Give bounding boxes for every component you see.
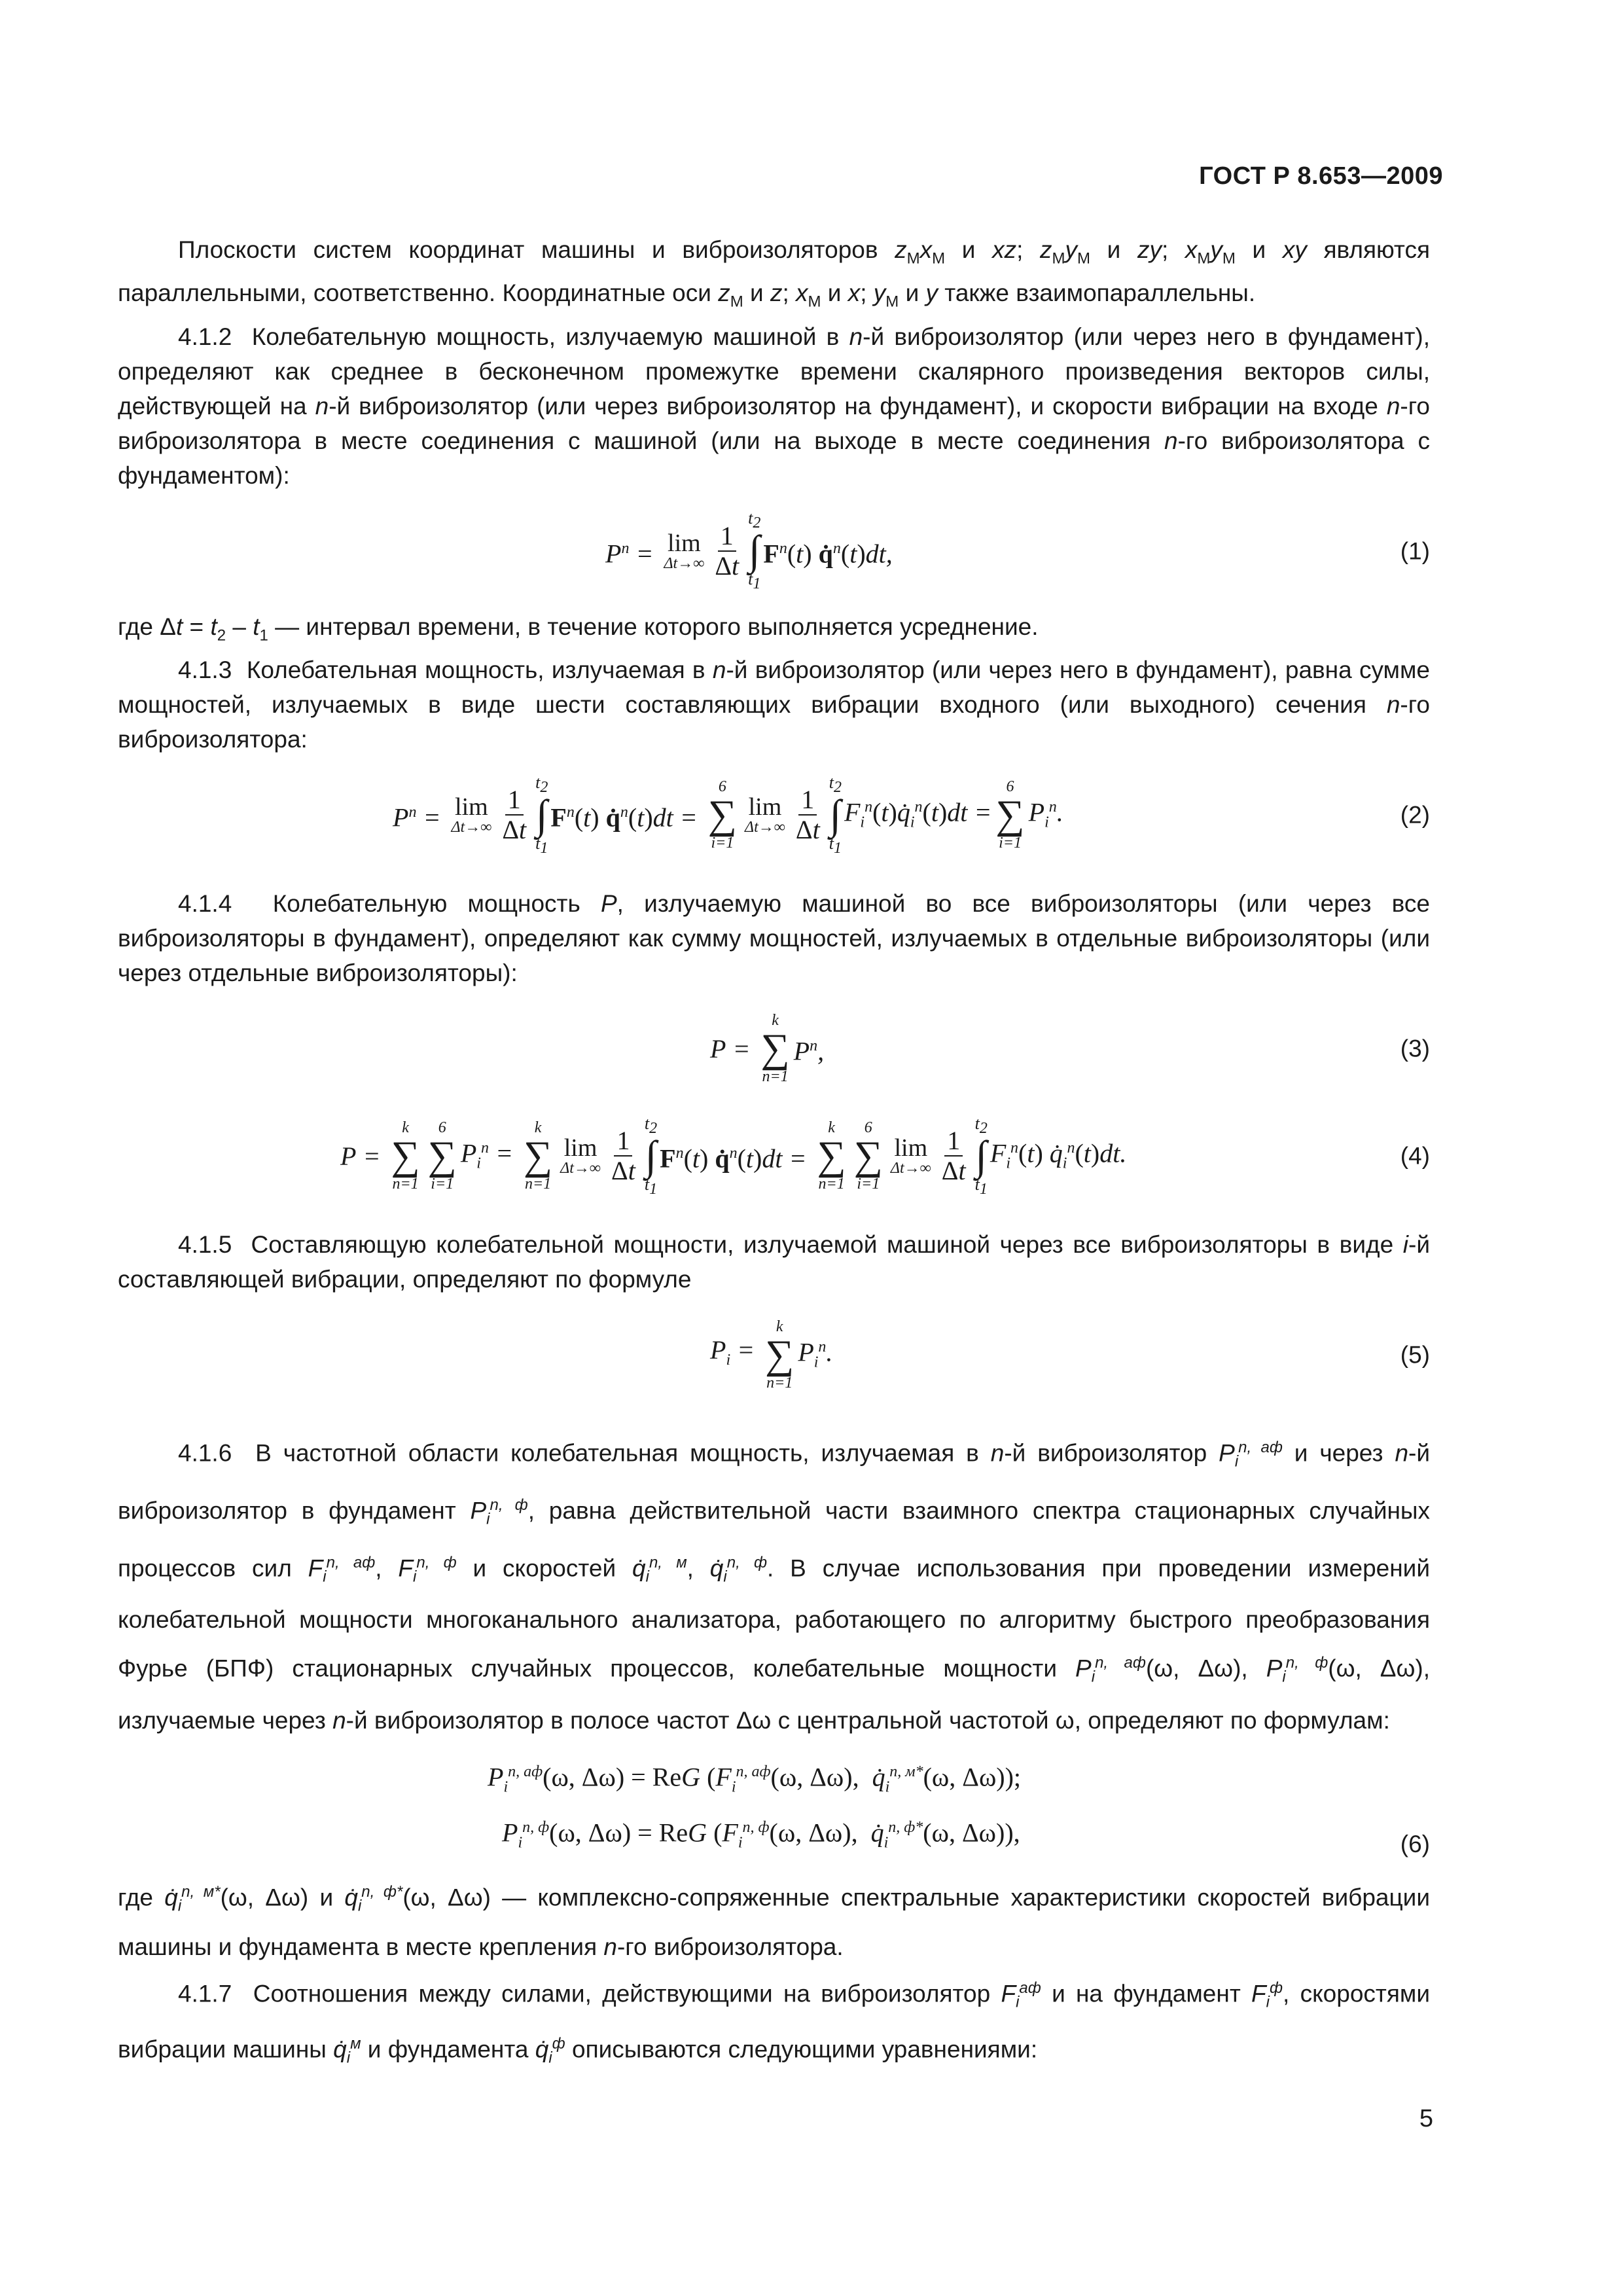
paragraph-4-1-3: 4.1.3 Колебательная мощность, излучаемая в n-й виброизолятор (или через него в фундамент), равна сумме мощностей, излучаемых в виде шести составляющих вибрации входного (или выходного) сечения n-го виброизолятора: bbox=[118, 656, 1431, 753]
equation-1 bbox=[118, 502, 1430, 600]
document-standard-number: ГОСТ Р 8.653—2009 bbox=[1199, 162, 1443, 190]
paragraph-4-1-2: 4.1.2 Колебательную мощность, излучаемую машиной в n-й виброизолятор (или через него в фундамент), определяют как среднее в бесконечном промежутке времени скалярного произведения векторов силы, действующей на n-й виброизолятор (или через виброизолятор на фундамент), и скорости вибрации на входе n-го виброизолятора в месте соединения с машиной (или на выходе в месте соединения n-го виброизолятора с фундаментом): bbox=[118, 323, 1430, 489]
equation-1-number: (1) bbox=[1400, 537, 1430, 565]
equation-3-body: P = k ∑ n=1 $P^n$, bbox=[710, 1012, 825, 1086]
paragraph-4-1-4: 4.1.4 Колебательную мощность P, излучаемую машиной во все виброизоляторы (или через все виброизоляторы в фундамент), определяют как сумму мощностей, излучаемых в отдельные виброизоляторы (или через отдельные виброизоляторы): bbox=[118, 890, 1430, 987]
equation-6-line-2: $P_i^{n, ф}(\omega$, Δω) = ReG ($F_i^{n, ф}(\omega$, Δω), $q̇_i^{n, ф*}(\omega$, Δω)), bbox=[502, 1818, 1020, 1852]
equation-4-body: P = k ∑ n=1 6 ∑ i=1 $P_i^n$ = k ∑ n=1 lim Δt→∞ $\frac{1}{\Delta t}$ $t_2$ ∫ $t_1$ $F^n(t)$ q̇$^n$(t)dt = k ∑ n=1 6 ∑ i=1 lim Δt→∞ $\frac{1}{\Delta t}$ $t_2$ ∫ $t_1$ $F_i^n(t)$ $q̇_i^n(t)dt$. bbox=[340, 1113, 1127, 1198]
equation-2-number: (2) bbox=[1400, 801, 1430, 829]
paragraph-coordinate-systems: Плоскости систем координат машины и виброизоляторов $z_Мx_М$ и xz; $z_Мy_М$ и zy; $x_Мy_М$ и xy являются параллельными, соответственно. Координатные оси $z_М$ и z; $x_М$ и x; $y_М$ и y также взаимопараллельны. bbox=[118, 236, 1430, 311]
equation-3-number: (3) bbox=[1400, 1035, 1430, 1062]
paragraph-4-1-6: 4.1.6 В частотной области колебательная мощность, излучаемая в n-й виброизолятор $P_i^{n, аф}$ и через n-й виброизолятор в фундамент $P_i^{n, ф}$, равна действительной части взаимного спектра стационарных случайных процессов сил $F_i^{n, аф}$, $F_i^{n, ф}$ и скоростей $q̇_i^{n, м}$, $q̇_i^{n, ф}$. В случае использования при проведении измерений колебательной мощности многоканального анализатора, работающего по алгоритму быстрого преобразования Фурье (БПФ) стационарных случайных процессов, колебательные мощности $P_i^{n, аф}(\omega$, Δω), $P_i^{n, ф}(\omega$, Δω), излучаемые через n-й виброизолятор в полосе частот Δω с центральной частотой ω, определяют по формулам: bbox=[118, 1439, 1431, 1734]
paragraph-where-interval: где $\Delta t = t_2 - t_1$ — интервал времени, в течение которого выполняется усреднение. bbox=[118, 613, 1039, 645]
equation-3 bbox=[118, 999, 1430, 1098]
page-body bbox=[118, 232, 1430, 2079]
equation-6-body bbox=[488, 1751, 1021, 1863]
equation-5 bbox=[118, 1306, 1430, 1404]
equation-6-number: (6) bbox=[1400, 1831, 1430, 1858]
paragraph-where-conjugate: где $q̇_i^{n, м*}(\omega$, Δω) и $q̇_i^{n, ф*}(\omega$, Δω) — комплексно-сопряженные спектральные характеристики скоростей вибрации машины и фундамента в месте крепления n-го виброизолятора. bbox=[118, 1883, 1431, 1960]
equation-4-number: (4) bbox=[1400, 1142, 1430, 1170]
page-number: 5 bbox=[1419, 2105, 1433, 2132]
equation-4 bbox=[118, 1107, 1430, 1205]
equation-6-line-1: $P_i^{n, аф}(\omega$, Δω) = ReG ($F_i^{n, аф}(\omega$, Δω), $q̇_i^{n, м*}(\omega$, Δω)); bbox=[488, 1762, 1022, 1796]
paragraph-4-1-7: 4.1.7 Соотношения между силами, действующими на виброизолятор $F_i^{аф}$ и на фундамент $F_i^ф$, скоростями вибрации машины $q̇_i^м$ и фундамента $q̇_i^ф$ описываются следующими уравнениями: bbox=[118, 1979, 1431, 2068]
equation-2 bbox=[118, 766, 1430, 864]
paragraph-4-1-5: 4.1.5 Составляющую колебательной мощности, излучаемой машиной через все виброизоляторы в виде i-й составляющей вибрации, определяют по формуле bbox=[118, 1231, 1430, 1293]
equation-5-body: $P_i$ = k ∑ n=1 $P_i^n$. bbox=[710, 1318, 833, 1392]
equation-1-body: $P^n$ = lim Δt→∞ $\frac{1}{\Delta t}$ $t_2$ ∫ $t_1$ $F^n(t)$ q̇$^n$(t)dt, bbox=[605, 509, 893, 593]
equation-6 bbox=[118, 1751, 1430, 1863]
equation-2-body: $P^n$ = lim Δt→∞ $\frac{1}{\Delta t}$ $t_2$ ∫ $t_1$ $F^n(t)$ q̇$^n$(t)dt = 6 ∑ i=1 lim Δt→∞ $\frac{1}{\Delta t}$ $t_2$ ∫ $t_1$ $F_i^n(t)q̇_i^n(t)dt$ = 6 ∑ i=1 $P_i^n$. bbox=[393, 772, 1063, 857]
equation-5-number: (5) bbox=[1400, 1341, 1430, 1369]
